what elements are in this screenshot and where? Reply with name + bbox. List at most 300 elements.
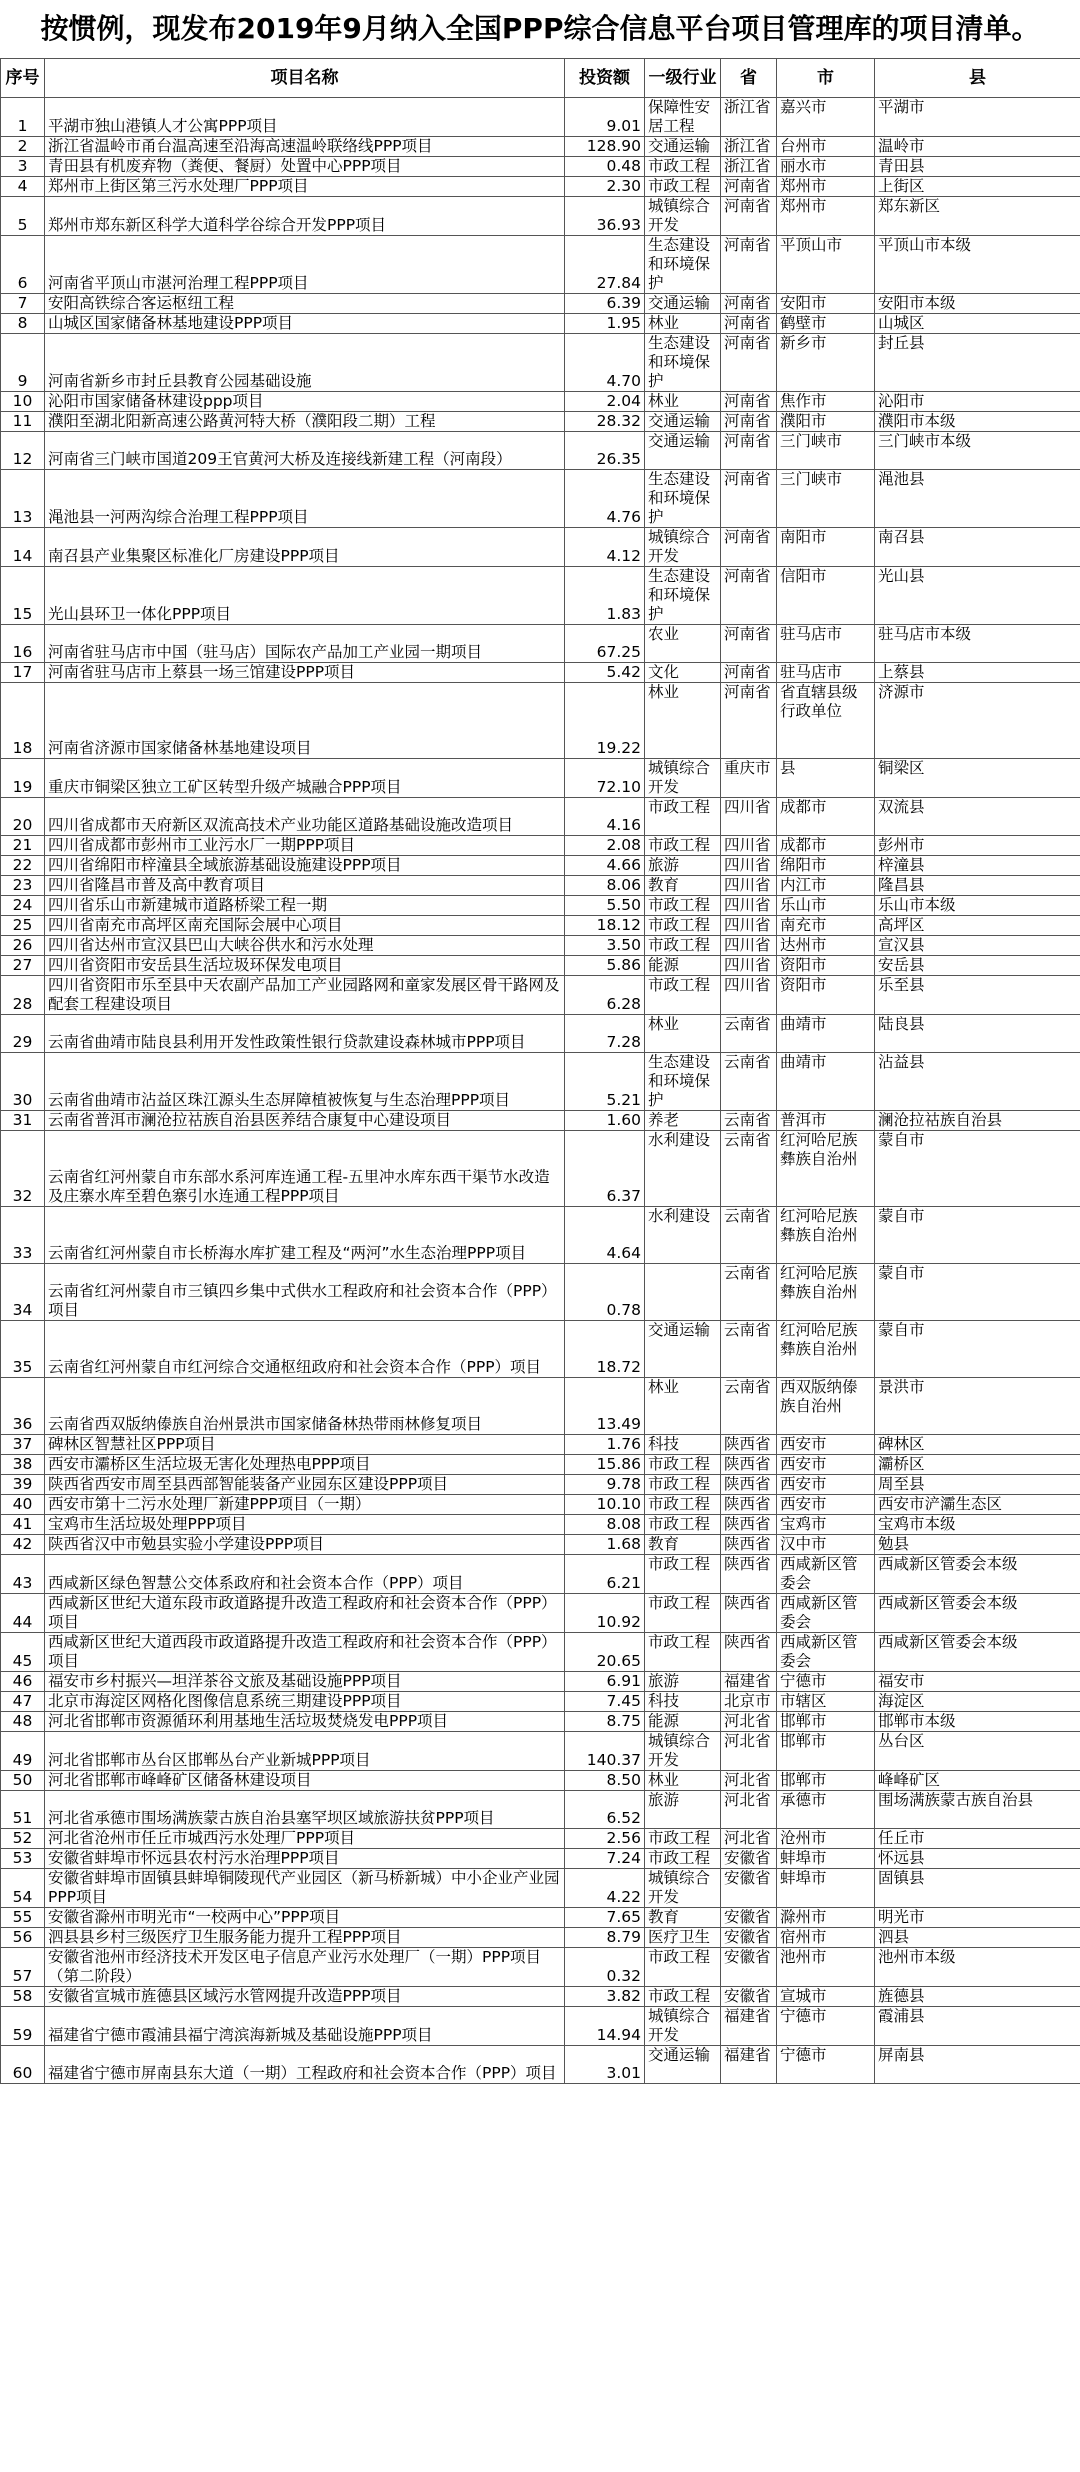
row-index-cell: 26 <box>1 936 45 956</box>
project-name-cell: 山城区国家储备林基地建设PPP项目 <box>45 314 565 334</box>
province-cell: 重庆市 <box>721 759 777 798</box>
row-index-cell: 24 <box>1 896 45 916</box>
project-name-cell: 四川省资阳市安岳县生活垃圾环保发电项目 <box>45 956 565 976</box>
project-name-cell: 四川省南充市高坪区南充国际会展中心项目 <box>45 916 565 936</box>
industry-cell: 城镇综合开发 <box>645 528 721 567</box>
investment-amount-cell: 9.78 <box>565 1475 645 1495</box>
investment-amount-cell: 2.30 <box>565 177 645 197</box>
industry-cell: 交通运输 <box>645 412 721 432</box>
province-cell: 安徽省 <box>721 1908 777 1928</box>
province-cell: 福建省 <box>721 2046 777 2084</box>
table-row <box>1 1053 1080 1111</box>
investment-amount-cell: 19.22 <box>565 683 645 759</box>
investment-amount-cell: 4.16 <box>565 798 645 836</box>
county-cell: 霞浦县 <box>875 2007 1080 2046</box>
investment-amount-cell: 6.28 <box>565 976 645 1015</box>
project-name-cell: 西安市第十二污水处理厂新建PPP项目（一期） <box>45 1495 565 1515</box>
project-name-cell: 陕西省西安市周至县西部智能装备产业园东区建设PPP项目 <box>45 1475 565 1495</box>
province-cell: 河南省 <box>721 177 777 197</box>
investment-amount-cell: 18.72 <box>565 1321 645 1378</box>
county-cell: 蒙自市 <box>875 1264 1080 1321</box>
table-row <box>1 1869 1080 1908</box>
row-index-cell: 43 <box>1 1555 45 1594</box>
county-cell: 高坪区 <box>875 916 1080 936</box>
city-cell: 邯郸市 <box>777 1712 875 1732</box>
city-cell: 西咸新区管委会 <box>777 1594 875 1633</box>
county-cell: 景洪市 <box>875 1378 1080 1435</box>
table-row <box>1 1987 1080 2007</box>
table-row <box>1 2046 1080 2084</box>
industry-cell: 交通运输 <box>645 1321 721 1378</box>
table-row <box>1 683 1080 759</box>
city-cell: 西安市 <box>777 1435 875 1455</box>
row-index-cell: 5 <box>1 197 45 236</box>
row-index-cell: 19 <box>1 759 45 798</box>
investment-amount-cell: 2.56 <box>565 1829 645 1849</box>
investment-amount-cell: 5.21 <box>565 1053 645 1111</box>
table-row <box>1 798 1080 836</box>
table-row <box>1 1633 1080 1672</box>
investment-amount-cell: 36.93 <box>565 197 645 236</box>
col-header-county: 县 <box>875 59 1080 98</box>
table-row <box>1 1515 1080 1535</box>
province-cell: 河南省 <box>721 197 777 236</box>
county-cell: 池州市本级 <box>875 1948 1080 1987</box>
city-cell: 曲靖市 <box>777 1015 875 1053</box>
county-cell: 丛台区 <box>875 1732 1080 1771</box>
county-cell: 周至县 <box>875 1475 1080 1495</box>
table-row <box>1 625 1080 663</box>
row-index-cell: 16 <box>1 625 45 663</box>
county-cell: 隆昌县 <box>875 876 1080 896</box>
row-index-cell: 29 <box>1 1015 45 1053</box>
industry-cell: 市政工程 <box>645 177 721 197</box>
col-header-index: 序号 <box>1 59 45 98</box>
row-index-cell: 41 <box>1 1515 45 1535</box>
table-row <box>1 1131 1080 1207</box>
table-row <box>1 432 1080 470</box>
county-cell: 驻马店市本级 <box>875 625 1080 663</box>
project-name-cell: 河南省济源市国家储备林基地建设项目 <box>45 683 565 759</box>
county-cell: 郑东新区 <box>875 197 1080 236</box>
city-cell: 内江市 <box>777 876 875 896</box>
city-cell: 资阳市 <box>777 956 875 976</box>
investment-amount-cell: 10.92 <box>565 1594 645 1633</box>
province-cell: 安徽省 <box>721 1987 777 2007</box>
row-index-cell: 18 <box>1 683 45 759</box>
county-cell: 福安市 <box>875 1672 1080 1692</box>
project-name-cell: 平湖市独山港镇人才公寓PPP项目 <box>45 98 565 137</box>
industry-cell: 交通运输 <box>645 432 721 470</box>
project-name-cell: 郑州市郑东新区科学大道科学谷综合开发PPP项目 <box>45 197 565 236</box>
investment-amount-cell: 4.12 <box>565 528 645 567</box>
province-cell: 云南省 <box>721 1053 777 1111</box>
province-cell: 河南省 <box>721 412 777 432</box>
county-cell: 西咸新区管委会本级 <box>875 1555 1080 1594</box>
city-cell: 台州市 <box>777 137 875 157</box>
county-cell: 乐山市本级 <box>875 896 1080 916</box>
industry-cell: 市政工程 <box>645 1455 721 1475</box>
county-cell: 蒙自市 <box>875 1207 1080 1264</box>
project-name-cell: 河南省驻马店市上蔡县一场三馆建设PPP项目 <box>45 663 565 683</box>
table-row <box>1 1849 1080 1869</box>
industry-cell: 教育 <box>645 1535 721 1555</box>
table-row <box>1 334 1080 392</box>
province-cell: 浙江省 <box>721 137 777 157</box>
project-name-cell: 云南省西双版纳傣族自治州景洪市国家储备林热带雨林修复项目 <box>45 1378 565 1435</box>
industry-cell: 教育 <box>645 1908 721 1928</box>
city-cell: 县 <box>777 759 875 798</box>
investment-amount-cell: 15.86 <box>565 1455 645 1475</box>
investment-amount-cell: 5.42 <box>565 663 645 683</box>
investment-amount-cell: 26.35 <box>565 432 645 470</box>
table-row <box>1 177 1080 197</box>
county-cell: 西咸新区管委会本级 <box>875 1594 1080 1633</box>
row-index-cell: 35 <box>1 1321 45 1378</box>
county-cell: 屏南县 <box>875 2046 1080 2084</box>
industry-cell: 市政工程 <box>645 1495 721 1515</box>
investment-amount-cell: 1.83 <box>565 567 645 625</box>
county-cell: 上街区 <box>875 177 1080 197</box>
investment-amount-cell: 3.50 <box>565 936 645 956</box>
province-cell: 河南省 <box>721 567 777 625</box>
county-cell: 梓潼县 <box>875 856 1080 876</box>
row-index-cell: 13 <box>1 470 45 528</box>
province-cell: 四川省 <box>721 798 777 836</box>
industry-cell: 市政工程 <box>645 798 721 836</box>
city-cell: 宁德市 <box>777 2007 875 2046</box>
city-cell: 西安市 <box>777 1475 875 1495</box>
row-index-cell: 1 <box>1 98 45 137</box>
project-name-cell: 青田县有机废弃物（粪便、餐厨）处置中心PPP项目 <box>45 157 565 177</box>
investment-amount-cell: 7.45 <box>565 1692 645 1712</box>
row-index-cell: 36 <box>1 1378 45 1435</box>
row-index-cell: 54 <box>1 1869 45 1908</box>
county-cell: 温岭市 <box>875 137 1080 157</box>
province-cell: 河南省 <box>721 314 777 334</box>
row-index-cell: 49 <box>1 1732 45 1771</box>
investment-amount-cell: 9.01 <box>565 98 645 137</box>
county-cell: 邯郸市本级 <box>875 1712 1080 1732</box>
county-cell: 平顶山市本级 <box>875 236 1080 294</box>
col-header-amount: 投资额 <box>565 59 645 98</box>
table-row <box>1 1455 1080 1475</box>
row-index-cell: 27 <box>1 956 45 976</box>
table-row <box>1 956 1080 976</box>
table-row <box>1 412 1080 432</box>
industry-cell: 水利建设 <box>645 1131 721 1207</box>
industry-cell: 市政工程 <box>645 836 721 856</box>
industry-cell: 交通运输 <box>645 294 721 314</box>
city-cell: 宝鸡市 <box>777 1515 875 1535</box>
city-cell: 南充市 <box>777 916 875 936</box>
table-row <box>1 1535 1080 1555</box>
city-cell: 三门峡市 <box>777 432 875 470</box>
table-row <box>1 314 1080 334</box>
row-index-cell: 11 <box>1 412 45 432</box>
project-name-cell: 安徽省蚌埠市固镇县蚌埠铜陵现代产业园区（新马桥新城）中小企业产业园PPP项目 <box>45 1869 565 1908</box>
province-cell: 云南省 <box>721 1131 777 1207</box>
city-cell: 蚌埠市 <box>777 1849 875 1869</box>
city-cell: 红河哈尼族彝族自治州 <box>777 1131 875 1207</box>
investment-amount-cell: 72.10 <box>565 759 645 798</box>
city-cell: 乐山市 <box>777 896 875 916</box>
project-name-cell: 福安市乡村振兴—坦洋茶谷文旅及基础设施PPP项目 <box>45 1672 565 1692</box>
table-row <box>1 759 1080 798</box>
investment-amount-cell: 7.65 <box>565 1908 645 1928</box>
investment-amount-cell: 0.32 <box>565 1948 645 1987</box>
city-cell: 绵阳市 <box>777 856 875 876</box>
project-name-cell: 郑州市上街区第三污水处理厂PPP项目 <box>45 177 565 197</box>
city-cell: 红河哈尼族彝族自治州 <box>777 1321 875 1378</box>
county-cell: 铜梁区 <box>875 759 1080 798</box>
industry-cell: 生态建设和环境保护 <box>645 334 721 392</box>
province-cell: 陕西省 <box>721 1535 777 1555</box>
investment-amount-cell: 6.37 <box>565 1131 645 1207</box>
project-name-cell: 渑池县一河两沟综合治理工程PPP项目 <box>45 470 565 528</box>
project-name-cell: 濮阳至湖北阳新高速公路黄河特大桥（濮阳段二期）工程 <box>45 412 565 432</box>
province-cell: 河南省 <box>721 625 777 663</box>
project-name-cell: 四川省绵阳市梓潼县全域旅游基础设施建设PPP项目 <box>45 856 565 876</box>
project-name-cell: 河北省邯郸市丛台区邯郸丛台产业新城PPP项目 <box>45 1732 565 1771</box>
table-row <box>1 1791 1080 1829</box>
industry-cell: 市政工程 <box>645 936 721 956</box>
industry-cell: 养老 <box>645 1111 721 1131</box>
city-cell: 池州市 <box>777 1948 875 1987</box>
county-cell: 勉县 <box>875 1535 1080 1555</box>
industry-cell: 生态建设和环境保护 <box>645 470 721 528</box>
project-name-cell: 云南省红河州蒙自市东部水系河库连通工程-五里冲水库东西干渠节水改造及庄寨水库至碧色寨引水连通工程PPP项目 <box>45 1131 565 1207</box>
investment-amount-cell: 10.10 <box>565 1495 645 1515</box>
table-row <box>1 1594 1080 1633</box>
table-row <box>1 470 1080 528</box>
industry-cell: 能源 <box>645 956 721 976</box>
project-name-cell: 陕西省汉中市勉县实验小学建设PPP项目 <box>45 1535 565 1555</box>
county-cell: 明光市 <box>875 1908 1080 1928</box>
city-cell: 蚌埠市 <box>777 1869 875 1908</box>
investment-amount-cell: 3.01 <box>565 2046 645 2084</box>
investment-amount-cell: 6.21 <box>565 1555 645 1594</box>
county-cell: 任丘市 <box>875 1829 1080 1849</box>
county-cell: 旌德县 <box>875 1987 1080 2007</box>
county-cell: 乐至县 <box>875 976 1080 1015</box>
investment-amount-cell: 1.60 <box>565 1111 645 1131</box>
industry-cell: 林业 <box>645 1378 721 1435</box>
industry-cell: 交通运输 <box>645 2046 721 2084</box>
county-cell: 固镇县 <box>875 1869 1080 1908</box>
city-cell: 西咸新区管委会 <box>777 1633 875 1672</box>
county-cell: 沾益县 <box>875 1053 1080 1111</box>
row-index-cell: 52 <box>1 1829 45 1849</box>
province-cell: 安徽省 <box>721 1849 777 1869</box>
row-index-cell: 23 <box>1 876 45 896</box>
project-table <box>0 58 1080 2084</box>
city-cell: 郑州市 <box>777 197 875 236</box>
city-cell: 西咸新区管委会 <box>777 1555 875 1594</box>
city-cell: 丽水市 <box>777 157 875 177</box>
city-cell: 滁州市 <box>777 1908 875 1928</box>
province-cell: 河南省 <box>721 432 777 470</box>
table-row <box>1 1732 1080 1771</box>
industry-cell: 医疗卫生 <box>645 1928 721 1948</box>
investment-amount-cell: 7.24 <box>565 1849 645 1869</box>
investment-amount-cell: 4.66 <box>565 856 645 876</box>
table-row <box>1 1908 1080 1928</box>
project-name-cell: 四川省乐山市新建城市道路桥梁工程一期 <box>45 896 565 916</box>
investment-amount-cell: 6.39 <box>565 294 645 314</box>
project-name-cell: 河南省新乡市封丘县教育公园基础设施 <box>45 334 565 392</box>
investment-amount-cell: 28.32 <box>565 412 645 432</box>
table-row <box>1 197 1080 236</box>
industry-cell: 城镇综合开发 <box>645 1869 721 1908</box>
county-cell: 光山县 <box>875 567 1080 625</box>
row-index-cell: 28 <box>1 976 45 1015</box>
city-cell: 红河哈尼族彝族自治州 <box>777 1207 875 1264</box>
industry-cell: 水利建设 <box>645 1207 721 1264</box>
province-cell: 河北省 <box>721 1829 777 1849</box>
table-row <box>1 1771 1080 1791</box>
project-name-cell: 云南省红河州蒙自市长桥海水库扩建工程及“两河”水生态治理PPP项目 <box>45 1207 565 1264</box>
investment-amount-cell: 1.68 <box>565 1535 645 1555</box>
row-index-cell: 9 <box>1 334 45 392</box>
city-cell: 驻马店市 <box>777 625 875 663</box>
city-cell: 郑州市 <box>777 177 875 197</box>
row-index-cell: 45 <box>1 1633 45 1672</box>
project-name-cell: 西咸新区世纪大道西段市政道路提升改造工程政府和社会资本合作（PPP）项目 <box>45 1633 565 1672</box>
province-cell: 陕西省 <box>721 1455 777 1475</box>
city-cell: 安阳市 <box>777 294 875 314</box>
county-cell: 宣汉县 <box>875 936 1080 956</box>
province-cell: 河南省 <box>721 392 777 412</box>
investment-amount-cell: 0.78 <box>565 1264 645 1321</box>
county-cell: 宝鸡市本级 <box>875 1515 1080 1535</box>
row-index-cell: 34 <box>1 1264 45 1321</box>
col-header-name: 项目名称 <box>45 59 565 98</box>
city-cell: 平顶山市 <box>777 236 875 294</box>
city-cell: 驻马店市 <box>777 663 875 683</box>
project-name-cell: 河北省邯郸市峰峰矿区储备林建设项目 <box>45 1771 565 1791</box>
city-cell: 南阳市 <box>777 528 875 567</box>
county-cell: 封丘县 <box>875 334 1080 392</box>
row-index-cell: 47 <box>1 1692 45 1712</box>
city-cell: 西安市 <box>777 1455 875 1475</box>
industry-cell: 市政工程 <box>645 1633 721 1672</box>
project-name-cell: 四川省成都市彭州市工业污水厂一期PPP项目 <box>45 836 565 856</box>
investment-amount-cell: 4.64 <box>565 1207 645 1264</box>
project-name-cell: 云南省红河州蒙自市三镇四乡集中式供水工程政府和社会资本合作（PPP）项目 <box>45 1264 565 1321</box>
county-cell: 济源市 <box>875 683 1080 759</box>
row-index-cell: 22 <box>1 856 45 876</box>
industry-cell <box>645 1264 721 1321</box>
province-cell: 云南省 <box>721 1378 777 1435</box>
project-name-cell: 安徽省蚌埠市怀远县农村污水治理PPP项目 <box>45 1849 565 1869</box>
county-cell: 西安市浐灞生态区 <box>875 1495 1080 1515</box>
city-cell: 焦作市 <box>777 392 875 412</box>
province-cell: 安徽省 <box>721 1869 777 1908</box>
province-cell: 河南省 <box>721 236 777 294</box>
investment-amount-cell: 8.06 <box>565 876 645 896</box>
county-cell: 怀远县 <box>875 1849 1080 1869</box>
table-row <box>1 567 1080 625</box>
industry-cell: 市政工程 <box>645 896 721 916</box>
investment-amount-cell: 1.76 <box>565 1435 645 1455</box>
city-cell: 宿州市 <box>777 1928 875 1948</box>
investment-amount-cell: 8.08 <box>565 1515 645 1535</box>
row-index-cell: 48 <box>1 1712 45 1732</box>
table-row <box>1 1712 1080 1732</box>
investment-amount-cell: 20.65 <box>565 1633 645 1672</box>
row-index-cell: 56 <box>1 1928 45 1948</box>
province-cell: 四川省 <box>721 956 777 976</box>
row-index-cell: 8 <box>1 314 45 334</box>
city-cell: 资阳市 <box>777 976 875 1015</box>
investment-amount-cell: 2.04 <box>565 392 645 412</box>
project-name-cell: 福建省宁德市霞浦县福宁湾滨海新城及基础设施PPP项目 <box>45 2007 565 2046</box>
county-cell: 围场满族蒙古族自治县 <box>875 1791 1080 1829</box>
row-index-cell: 33 <box>1 1207 45 1264</box>
city-cell: 新乡市 <box>777 334 875 392</box>
row-index-cell: 59 <box>1 2007 45 2046</box>
industry-cell: 市政工程 <box>645 1475 721 1495</box>
project-name-cell: 泗县县乡村三级医疗卫生服务能力提升工程PPP项目 <box>45 1928 565 1948</box>
table-row <box>1 1321 1080 1378</box>
table-row <box>1 663 1080 683</box>
industry-cell: 市政工程 <box>645 1594 721 1633</box>
province-cell: 陕西省 <box>721 1633 777 1672</box>
city-cell: 邯郸市 <box>777 1771 875 1791</box>
province-cell: 陕西省 <box>721 1475 777 1495</box>
table-row <box>1 1692 1080 1712</box>
province-cell: 陕西省 <box>721 1495 777 1515</box>
row-index-cell: 12 <box>1 432 45 470</box>
city-cell: 西双版纳傣族自治州 <box>777 1378 875 1435</box>
table-row <box>1 1264 1080 1321</box>
investment-amount-cell: 4.76 <box>565 470 645 528</box>
investment-amount-cell: 67.25 <box>565 625 645 663</box>
county-cell: 青田县 <box>875 157 1080 177</box>
industry-cell: 生态建设和环境保护 <box>645 236 721 294</box>
investment-amount-cell: 13.49 <box>565 1378 645 1435</box>
table-row <box>1 1928 1080 1948</box>
project-name-cell: 河北省承德市围场满族蒙古族自治县塞罕坝区域旅游扶贫PPP项目 <box>45 1791 565 1829</box>
investment-amount-cell: 8.75 <box>565 1712 645 1732</box>
project-name-cell: 光山县环卫一体化PPP项目 <box>45 567 565 625</box>
table-row <box>1 2007 1080 2046</box>
table-row <box>1 1948 1080 1987</box>
project-name-cell: 河南省驻马店市中国（驻马店）国际农产品加工产业园一期项目 <box>45 625 565 663</box>
county-cell: 上蔡县 <box>875 663 1080 683</box>
table-row <box>1 856 1080 876</box>
row-index-cell: 30 <box>1 1053 45 1111</box>
province-cell: 四川省 <box>721 936 777 956</box>
city-cell: 濮阳市 <box>777 412 875 432</box>
table-row <box>1 1111 1080 1131</box>
province-cell: 陕西省 <box>721 1594 777 1633</box>
investment-amount-cell: 2.08 <box>565 836 645 856</box>
project-name-cell: 安徽省滁州市明光市“一校两中心”PPP项目 <box>45 1908 565 1928</box>
province-cell: 河南省 <box>721 470 777 528</box>
table-row <box>1 1207 1080 1264</box>
project-name-cell: 碑林区智慧社区PPP项目 <box>45 1435 565 1455</box>
row-index-cell: 46 <box>1 1672 45 1692</box>
province-cell: 河南省 <box>721 528 777 567</box>
project-name-cell: 北京市海淀区网格化图像信息系统三期建设PPP项目 <box>45 1692 565 1712</box>
county-cell: 山城区 <box>875 314 1080 334</box>
county-cell: 南召县 <box>875 528 1080 567</box>
investment-amount-cell: 3.82 <box>565 1987 645 2007</box>
table-row <box>1 98 1080 137</box>
province-cell: 云南省 <box>721 1015 777 1053</box>
